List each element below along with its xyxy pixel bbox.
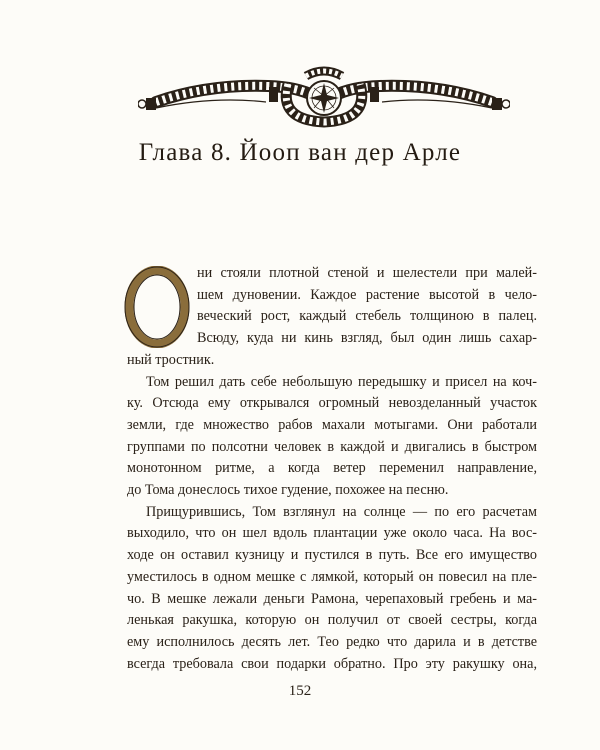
text-line: земли, где множество рабов махали мотыгами. Они работали xyxy=(127,416,537,433)
text-line: веческий рост, каждый стебель толщиною в палец. xyxy=(197,308,537,325)
text-line: ни стояли плотной стеной и шелестели при малей- xyxy=(197,265,537,281)
text-line: ему исполнилось десять лет. Тео редко что дарила и в детстве xyxy=(127,633,537,650)
text-line: Прищурившись, Том взглянул на солнце — по его расчетам xyxy=(146,503,537,520)
drop-cap-letter: О xyxy=(156,311,158,313)
chapter-body xyxy=(127,263,537,675)
text-line: до Тома донеслось тихое гудение, похожее на песню. xyxy=(127,482,449,499)
text-line: ный тростник. xyxy=(127,351,215,368)
page-number: 152 xyxy=(288,683,312,699)
text-line: монотонном ритме, а когда ветер переменил направление, xyxy=(127,460,537,477)
paragraph-1 xyxy=(127,263,537,372)
text-line: уместилось в одном мешке с лямкой, который он повесил на пле- xyxy=(127,568,537,585)
chapter-title: Глава 8. Йооп ван дер Арле xyxy=(138,139,462,166)
text-line: ленькая ракушка, которую он получил от своей сестры, когда xyxy=(127,612,537,629)
text-line: ходе он оставил кузницу и пустился в путь. Все его имущество xyxy=(127,547,537,564)
text-line: всегда требовала свои подарки обратно. Про эту ракушку она, xyxy=(127,655,537,672)
text-line: Том решил дать себе небольшую передышку и присел на коч- xyxy=(146,373,537,390)
text-line: группами по полсотни человек в каждой и двигались в быстром xyxy=(127,438,537,455)
text-line: ку. Отсюда ему открывался огромный невозделанный участок xyxy=(127,395,537,412)
drop-cap xyxy=(123,266,191,348)
text-line: шем дуновении. Каждое растение высотой в чело- xyxy=(197,286,537,303)
paragraph-3 xyxy=(127,502,537,676)
paragraph-2 xyxy=(127,372,537,502)
chapter-ornament-icon xyxy=(138,62,510,134)
text-line: Всюду, куда ни кинь взгляд, был один лишь сахар- xyxy=(197,330,537,347)
text-line: чо. В мешке лежали деньги Рамона, черепаховый гребень и ма- xyxy=(127,590,537,607)
text-line: выходило, что он шел вдоль плантации уже около часа. На вос- xyxy=(127,525,537,542)
